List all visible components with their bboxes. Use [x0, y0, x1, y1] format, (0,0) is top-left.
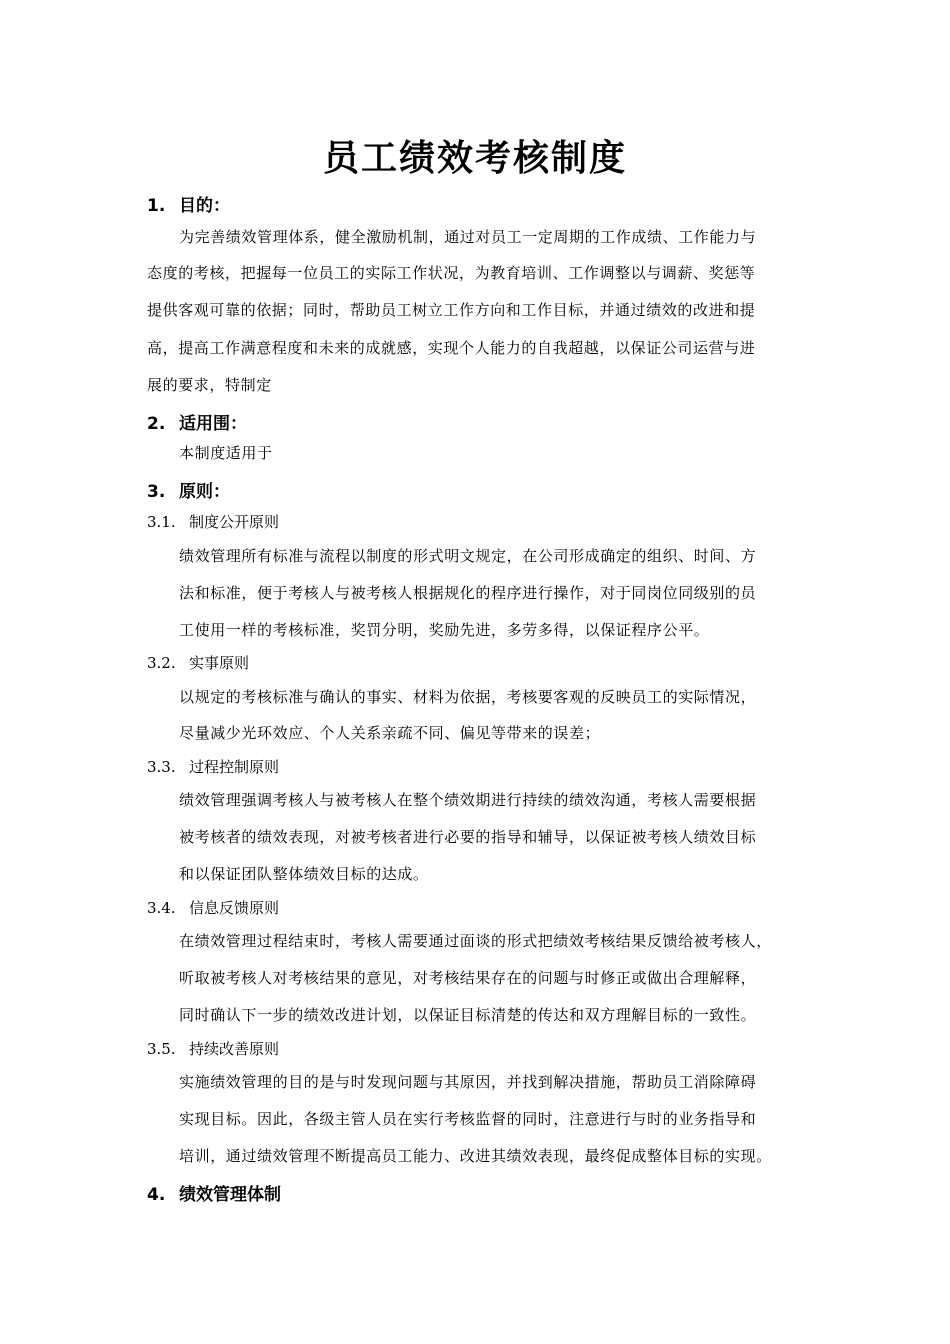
section-number: 4.	[147, 1185, 166, 1205]
paragraph-line: 听取被考核人对考核结果的意见，对考核结果存在的问题与时修正或做出合理解释，	[179, 969, 757, 987]
section-title: 适用围：	[179, 414, 247, 434]
paragraph-line: 高，提高工作满意程度和未来的成就感，实现个人能力的自我超越，以保证公司运营与进	[147, 339, 756, 357]
subsection-title: 过程控制原则	[189, 758, 280, 776]
paragraph-line: 展的要求，特制定	[147, 376, 272, 394]
subsection-number: 3.4.	[147, 899, 176, 917]
paragraph-line: 法和标准，便于考核人与被考核人根据规化的程序进行操作，对于同岗位同级别的员	[179, 584, 757, 602]
paragraph-line: 本制度适用于	[179, 444, 273, 462]
subsection-3-1-heading	[147, 511, 279, 532]
paragraph-line: 被考核者的绩效表现，对被考核者进行必要的指导和辅导，以保证被考核人绩效目标	[179, 828, 757, 846]
paragraph-line: 绩效管理所有标准与流程以制度的形式明文规定，在公司形成确定的组织、时间、方	[179, 547, 757, 565]
paragraph-line: 实施绩效管理的目的是与时发现问题与其原因，并找到解决措施，帮助员工消除障碍	[179, 1073, 757, 1091]
paragraph-line: 工使用一样的考核标准，奖罚分明，奖励先进，多劳多得，以保证程序公平。	[179, 621, 710, 639]
paragraph-line: 在绩效管理过程结束时，考核人需要通过面谈的形式把绩效考核结果反馈给被考核人，	[179, 932, 772, 950]
subsection-3-5-heading	[147, 1038, 279, 1059]
paragraph-line: 提供客观可靠的依据；同时，帮助员工树立工作方向和工作目标，并通过绩效的改进和提	[147, 301, 756, 319]
section-title: 目的：	[179, 196, 230, 216]
paragraph-line: 和以保证团队整体绩效目标的达成。	[179, 865, 429, 883]
paragraph-line: 态度的考核，把握每一位员工的实际工作状况，为教育培训、工作调整以与调薪、奖惩等	[147, 264, 756, 282]
section-number: 1.	[147, 196, 166, 216]
section-4-heading	[147, 1180, 281, 1205]
section-title: 原则：	[179, 482, 230, 502]
section-1-heading	[147, 191, 230, 216]
section-title: 绩效管理体制	[179, 1185, 281, 1205]
paragraph-line: 尽量减少光环效应、个人关系亲疏不同、偏见等带来的误差；	[179, 724, 601, 742]
subsection-title: 制度公开原则	[189, 513, 280, 531]
subsection-number: 3.2.	[147, 654, 176, 672]
section-2-heading	[147, 409, 247, 434]
paragraph-line: 绩效管理强调考核人与被考核人在整个绩效期进行持续的绩效沟通，考核人需要根据	[179, 791, 757, 809]
subsection-3-2-heading	[147, 652, 249, 673]
subsection-number: 3.5.	[147, 1040, 176, 1058]
subsection-number: 3.3.	[147, 758, 176, 776]
subsection-3-4-heading	[147, 897, 279, 918]
section-number: 2.	[147, 414, 166, 434]
subsection-title: 持续改善原则	[189, 1040, 280, 1058]
section-3-heading	[147, 477, 230, 502]
section-number: 3.	[147, 482, 166, 502]
paragraph-line: 为完善绩效管理体系，健全激励机制，通过对员工一定周期的工作成绩、工作能力与	[179, 228, 757, 246]
document-title: 员工绩效考核制度	[322, 138, 627, 179]
paragraph-line: 以规定的考核标准与确认的事实、材料为依据，考核要客观的反映员工的实际情况，	[179, 688, 757, 706]
subsection-title: 信息反馈原则	[189, 899, 280, 917]
subsection-3-3-heading	[147, 756, 279, 777]
paragraph-line: 实现目标。因此，各级主管人员在实行考核监督的同时，注意进行与时的业务指导和	[179, 1110, 757, 1128]
subsection-title: 实事原则	[189, 654, 250, 672]
paragraph-line: 培训，通过绩效管理不断提高员工能力、改进其绩效表现，最终促成整体目标的实现。	[179, 1147, 772, 1165]
subsection-number: 3.1.	[147, 513, 176, 531]
paragraph-line: 同时确认下一步的绩效改进计划，以保证目标清楚的传达和双方理解目标的一致性。	[179, 1006, 757, 1024]
